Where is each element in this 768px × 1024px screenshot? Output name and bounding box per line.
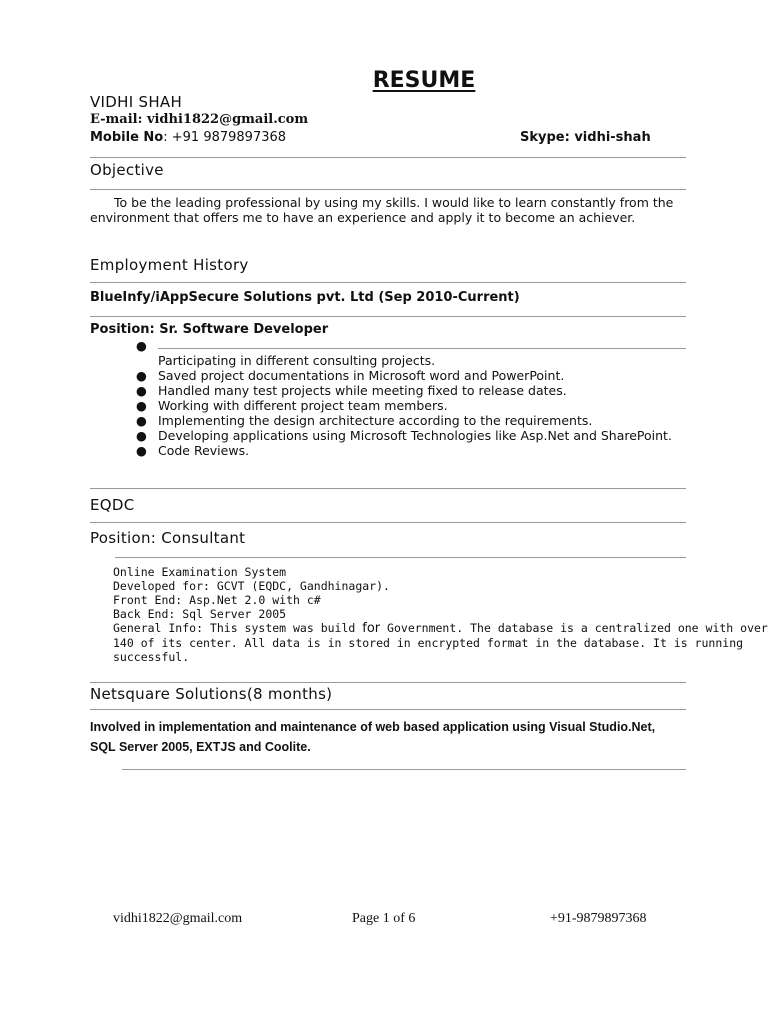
project-front-end: Front End: Asp.Net 2.0 with c# (113, 593, 321, 607)
skype-label: Skype (520, 130, 565, 145)
divider (90, 189, 686, 190)
list-item-text: Code Reviews. (158, 443, 250, 458)
mobile-label: Mobile No (90, 130, 164, 145)
list-item (136, 368, 672, 383)
footer-page-number: Page 1 of 6 (352, 911, 416, 926)
bullet-icon: ● (136, 398, 147, 413)
divider (90, 682, 686, 683)
list-item-text: Developing applications using Microsoft Technologies like Asp.Net and SharePoint. (158, 428, 672, 443)
divider (90, 282, 686, 283)
company-eqdc: EQDC (90, 496, 135, 514)
general-info-text: General Info: This system was build (113, 621, 363, 635)
project-general-info-3: successful. (113, 650, 190, 664)
email-label: E-mail: (90, 112, 143, 127)
bullet-icon: ● (136, 368, 147, 383)
resume-title: RESUME (372, 68, 476, 93)
divider (90, 157, 686, 158)
email-value: vidhi1822@gmail.com (146, 112, 309, 127)
list-item-text: Participating in different consulting projects. (158, 353, 436, 368)
list-item-text: Handled many test projects while meeting fixed to release dates. (158, 383, 567, 398)
project-name: Online Examination System (113, 565, 287, 579)
list-item (136, 338, 672, 353)
footer-phone: +91-9879897368 (550, 911, 647, 926)
netsquare-description: Involved in implementation and maintenance of web based application using Visual Studio.Net, SQL Server 2005, EXTJS and Coolite. (90, 720, 656, 754)
divider (115, 557, 686, 558)
list-item-text: Implementing the design architecture according to the requirements. (158, 413, 593, 428)
company-blueinfy: BlueInfy/iAppSecure Solutions pvt. Ltd (Sep 2010-Current) (90, 290, 520, 305)
divider (90, 522, 686, 523)
bullet-icon: ● (136, 443, 147, 458)
footer-email: vidhi1822@gmail.com (113, 911, 243, 926)
employment-heading: Employment History (90, 256, 249, 274)
skype-value: : vidhi-shah (564, 130, 651, 145)
project-general-info (113, 621, 768, 636)
project-details (113, 565, 768, 664)
bullet-icon: ● (136, 338, 147, 353)
mobile-value: : +91 9879897368 (163, 130, 287, 145)
list-item-text: Saved project documentations in Microsoft word and PowerPoint. (158, 368, 565, 383)
candidate-name: VIDHI SHAH (90, 93, 183, 111)
responsibility-list (136, 338, 672, 458)
divider (90, 316, 686, 317)
position-sr-developer: Position: Sr. Software Developer (90, 322, 329, 337)
bullet-icon: ● (136, 428, 147, 443)
list-item (136, 428, 672, 443)
divider (90, 709, 686, 710)
bullet-icon: ● (136, 413, 147, 428)
bullet-icon: ● (136, 383, 147, 398)
email-line (90, 112, 308, 127)
list-item-text: Working with different project team members. (158, 398, 448, 413)
position-consultant: Position: Consultant (90, 529, 246, 547)
objective-text: To be the leading professional by using my skills. I would like to learn constantly from the environment that offers me to have an experience and apply it to become an achiever. (90, 195, 674, 225)
list-item (136, 383, 672, 398)
mobile-line (90, 130, 286, 145)
company-netsquare: Netsquare Solutions(8 months) (90, 685, 333, 703)
general-info-text: Government. The database is a centralized one with over (380, 621, 768, 635)
project-developed-for: Developed for: GCVT (EQDC, Gandhinagar). (113, 579, 390, 593)
list-item (136, 413, 672, 428)
list-item (136, 398, 672, 413)
general-info-text: for (362, 621, 381, 636)
project-back-end: Back End: Sql Server 2005 (113, 607, 287, 621)
divider (90, 488, 686, 489)
skype-line (520, 130, 651, 145)
divider (122, 769, 686, 770)
objective-heading: Objective (90, 161, 164, 179)
project-general-info-2: 140 of its center. All data is in stored in encrypted format in the database. It is running (113, 636, 744, 650)
list-item (136, 353, 672, 368)
list-item (136, 443, 672, 458)
